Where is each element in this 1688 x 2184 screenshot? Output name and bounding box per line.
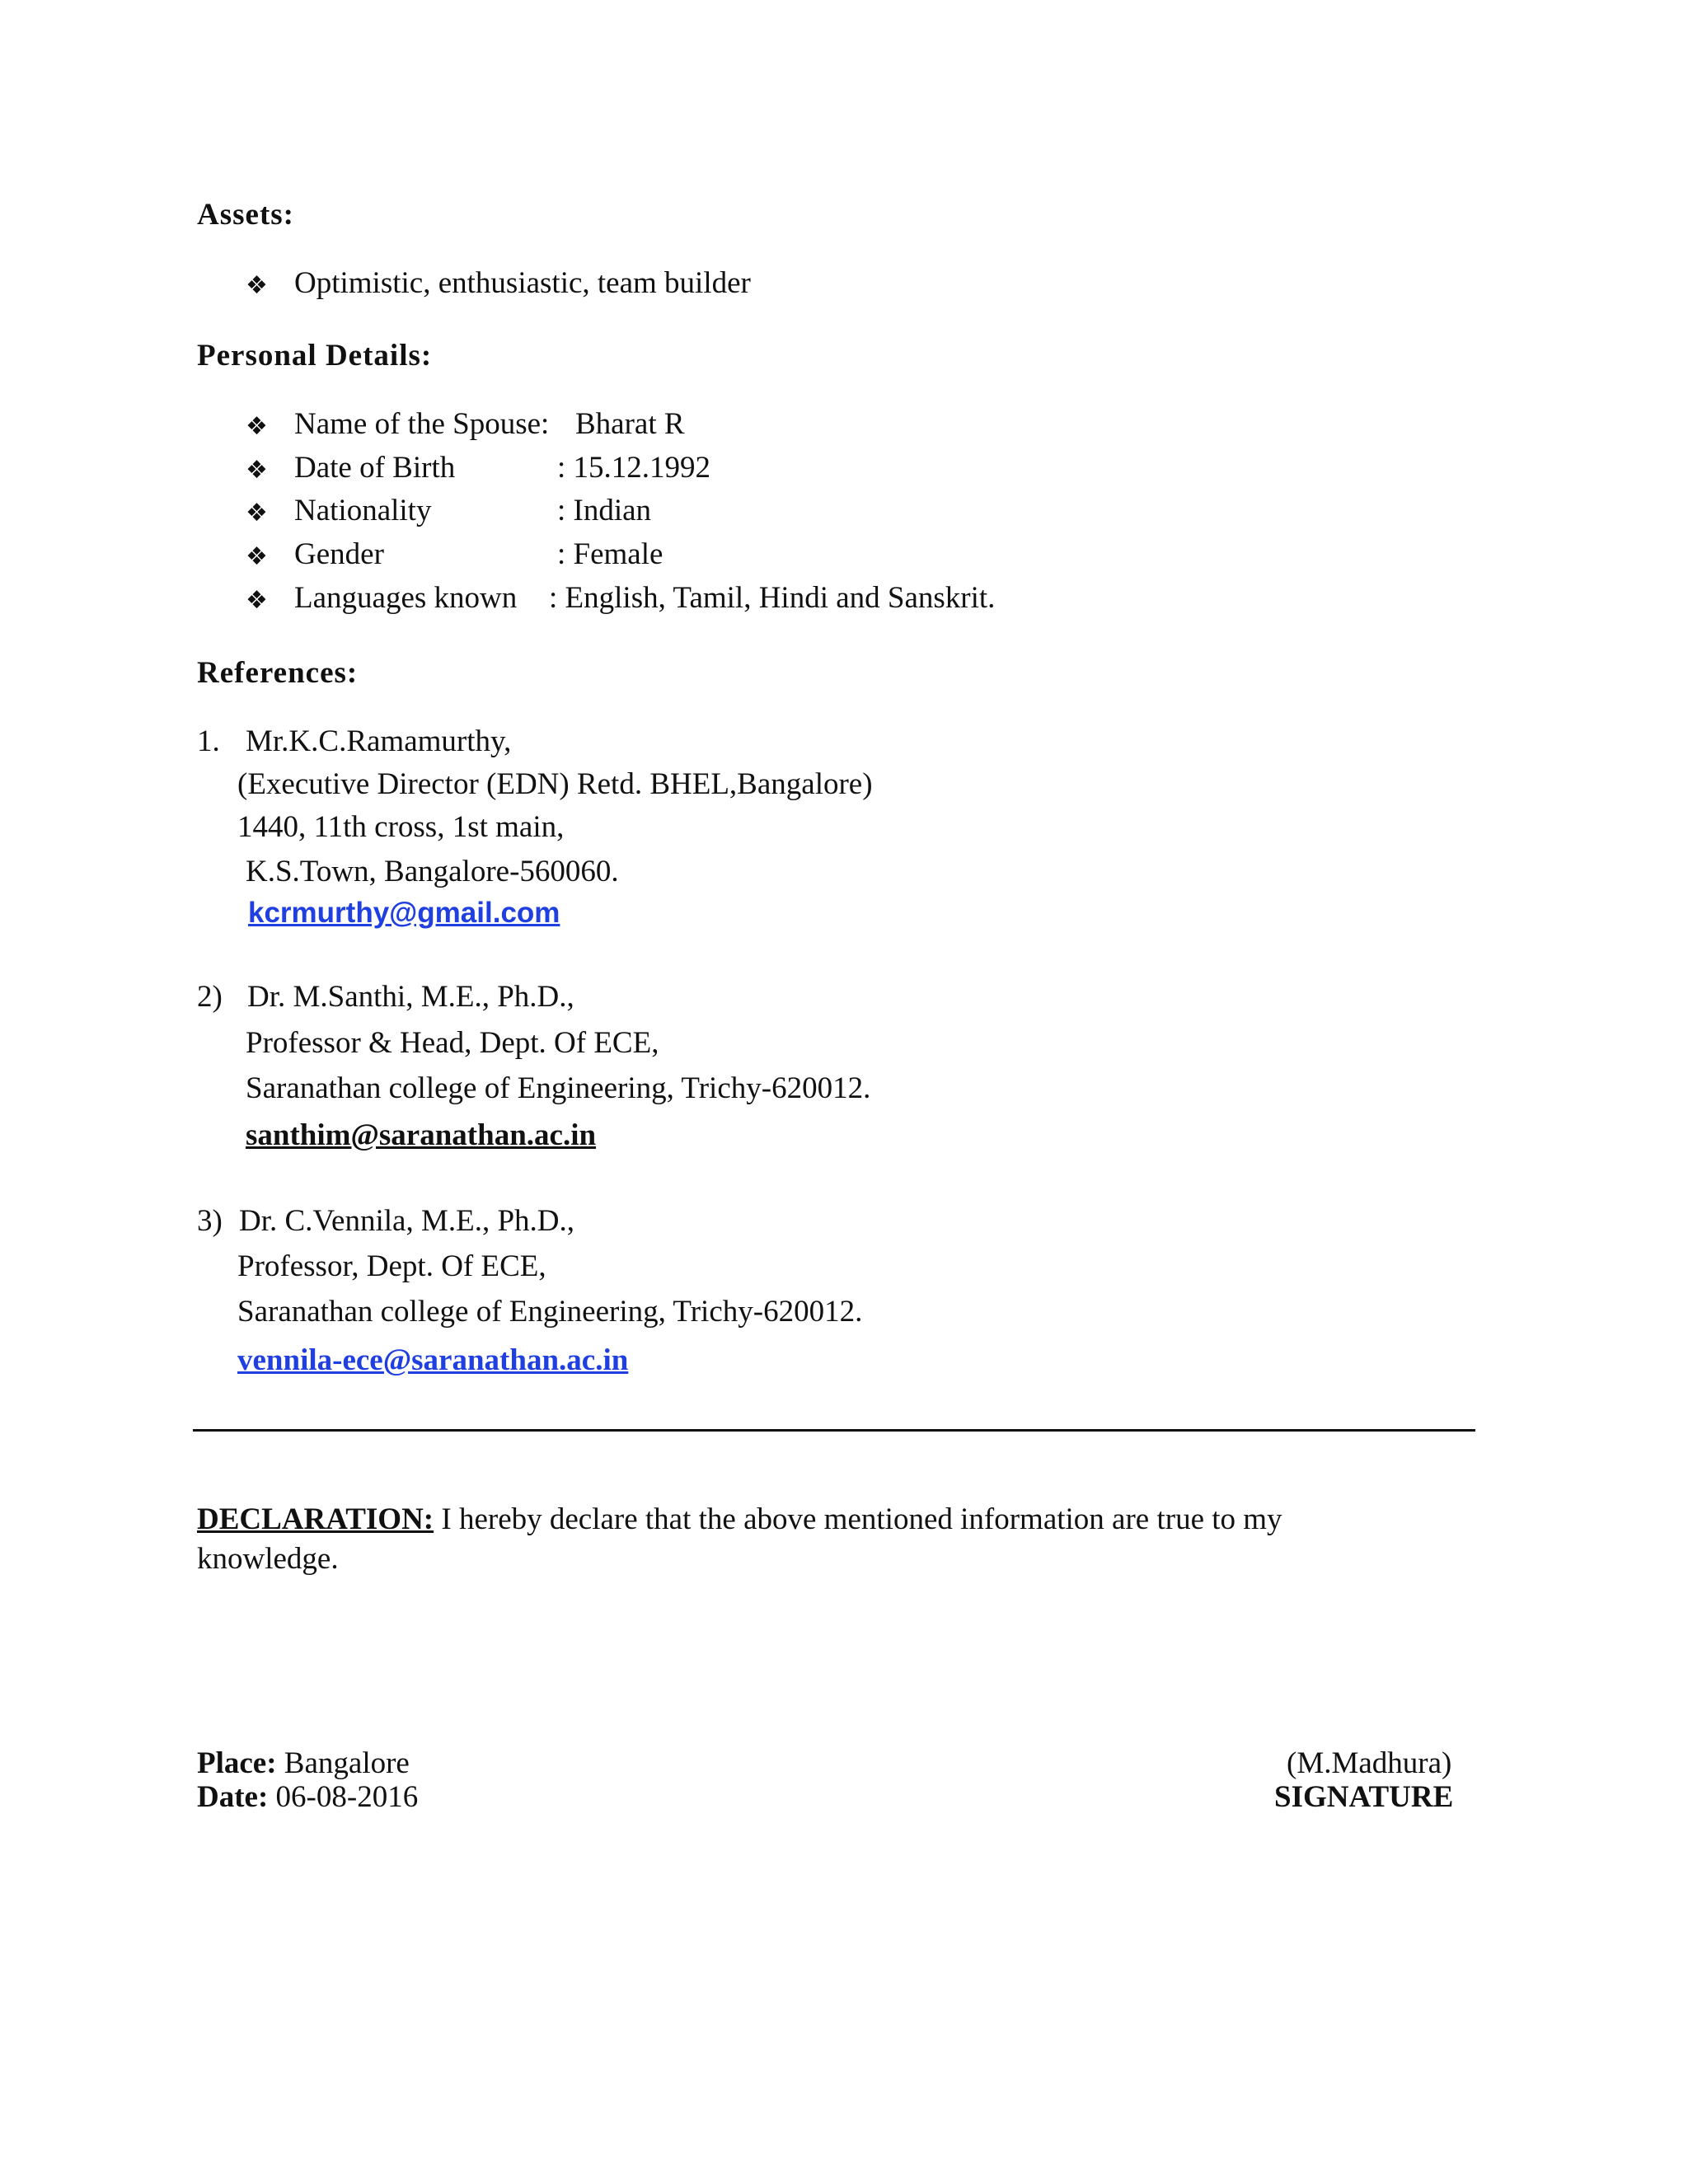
reference-2-email-link[interactable]: santhim@saranathan.ac.in (246, 1118, 597, 1152)
languages-value: : English, Tamil, Hindi and Sanskrit. (549, 581, 996, 615)
dob-label: Date of Birth (294, 451, 456, 485)
reference-2-institution: Saranathan college of Engineering, Trichy-620012. (246, 1071, 871, 1105)
signature-label: SIGNATURE (1274, 1780, 1454, 1814)
references-heading: References: (197, 656, 359, 690)
nationality-value: : Indian (557, 494, 652, 527)
assets-item: Optimistic, enthusiastic, team builder (294, 266, 751, 300)
dob-value: : 15.12.1992 (557, 451, 711, 485)
reference-2-marker: 2) (197, 980, 223, 1014)
reference-3-title: Professor, Dept. Of ECE, (237, 1249, 546, 1283)
nationality-label: Nationality (294, 494, 432, 527)
place-value: Bangalore (284, 1746, 410, 1780)
date-label: Date: (197, 1780, 269, 1814)
bullet-diamond-icon: ❖ (246, 271, 268, 300)
gender-label: Gender (294, 537, 384, 571)
spouse-value: Bharat R (575, 407, 685, 441)
reference-3-email-link[interactable]: vennila-ece@saranathan.ac.in (237, 1343, 629, 1377)
bullet-diamond-icon: ❖ (246, 412, 268, 441)
place-line (197, 1746, 410, 1781)
reference-2-title: Professor & Head, Dept. Of ECE, (246, 1026, 659, 1060)
signer-name: (M.Madhura) (1287, 1746, 1452, 1780)
reference-1-city: K.S.Town, Bangalore-560060. (246, 855, 619, 888)
bullet-diamond-icon: ❖ (246, 542, 268, 571)
spouse-label: Name of the Spouse: (294, 407, 550, 441)
place-label: Place: (197, 1746, 277, 1780)
personal-details-heading: Personal Details: (197, 339, 433, 373)
reference-2-name: Dr. M.Santhi, M.E., Ph.D., (247, 980, 574, 1014)
reference-3-marker: 3) (197, 1204, 223, 1238)
reference-1-address: 1440, 11th cross, 1st main, (237, 810, 565, 844)
gender-value: : Female (557, 537, 663, 571)
declaration-line-1 (197, 1502, 1282, 1537)
date-line (197, 1779, 418, 1815)
declaration-label: DECLARATION: (197, 1502, 434, 1536)
reference-3-institution: Saranathan college of Engineering, Trichy-620012. (237, 1295, 863, 1329)
languages-label: Languages known (294, 581, 518, 615)
section-divider (193, 1429, 1475, 1432)
reference-1-title: (Executive Director (EDN) Retd. BHEL,Bangalore) (237, 767, 873, 801)
date-value: 06-08-2016 (275, 1780, 419, 1814)
declaration-text: I hereby declare that the above mentioned information are true to my (441, 1502, 1282, 1536)
bullet-diamond-icon: ❖ (246, 586, 268, 615)
declaration-line-2: knowledge. (197, 1542, 339, 1576)
reference-3-name: Dr. C.Vennila, M.E., Ph.D., (239, 1204, 574, 1238)
bullet-diamond-icon: ❖ (246, 499, 268, 527)
reference-1-marker: 1. (197, 724, 220, 758)
assets-heading: Assets: (197, 198, 294, 232)
reference-1-name: Mr.K.C.Ramamurthy, (246, 724, 512, 758)
bullet-diamond-icon: ❖ (246, 456, 268, 485)
reference-1-email-link[interactable]: kcrmurthy@gmail.com (248, 897, 560, 929)
